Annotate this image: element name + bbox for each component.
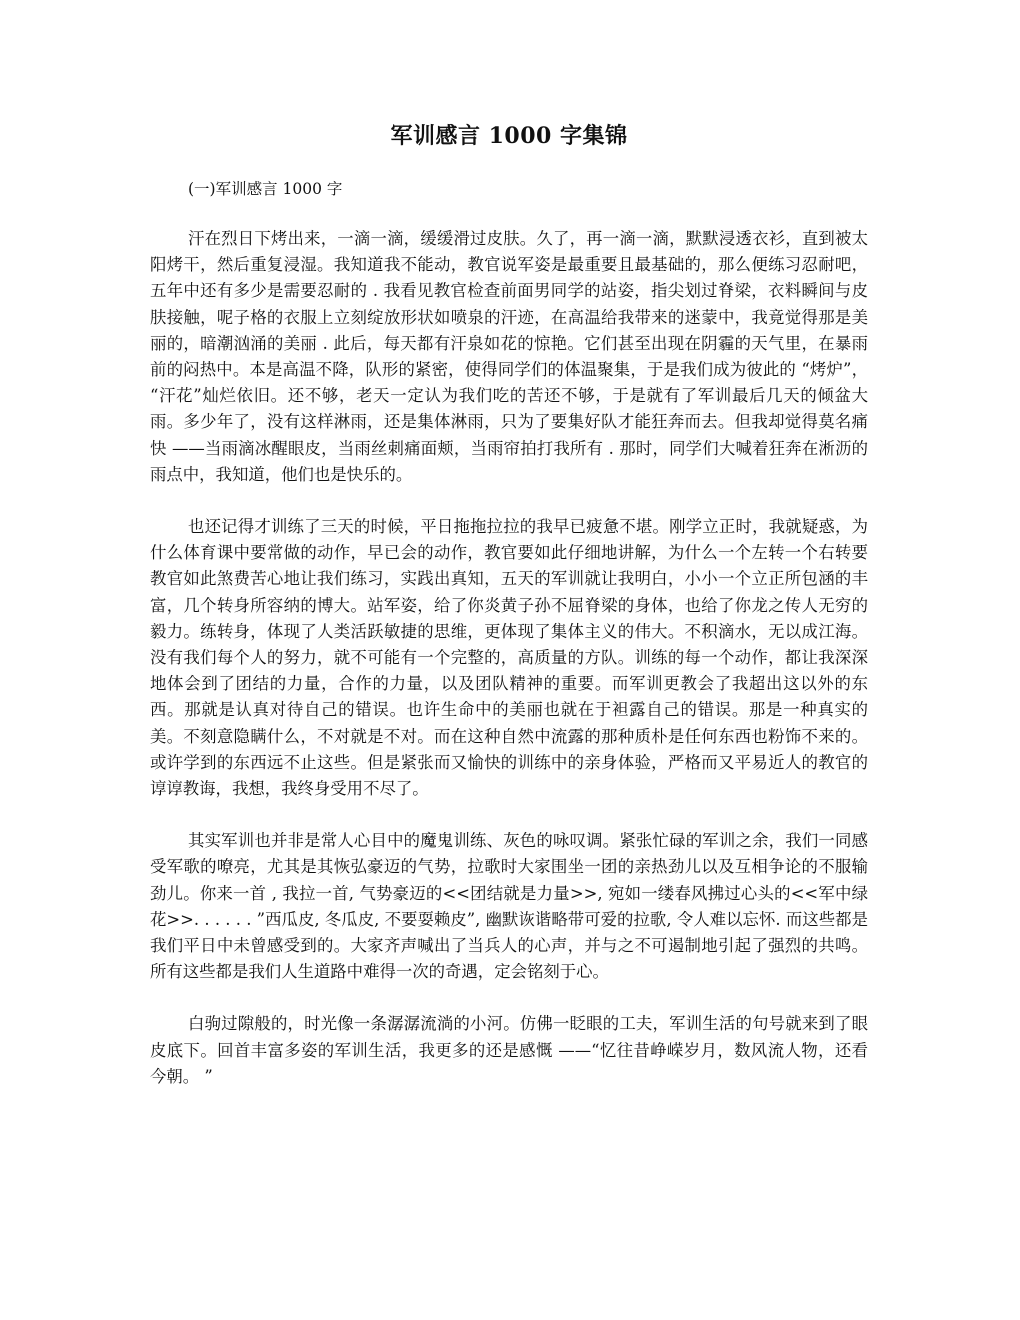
paragraph-2: 也还记得才训练了三天的时候，平日拖拖拉拉的我早已疲惫不堪。刚学立正时，我就疑惑，为什么体育课中要常做的动作，早已会的动作，教官要如此仔细地讲解，为什么一个左转一个右转要教官如此煞费苦心地让我们练习，实践出真知，五天的军训就让我明白，小小一个立正所包涵的丰富，几个转身所容纳的博大。站军姿，给了你炎黄子孙不屈脊梁的身体，也给了你龙之传人无穷的毅力。练转身，体现了人类活跃敏捷的思维，更体现了集体主义的伟大。不积滴水，无以成江海。没有我们每个人的努力，就不可能有一个完整的，高质量的方队。训练的每一个动作，都让我深深地体会到了团结的力量，合作的力量，以及团队精神的重要。而军训更教会了我超出这以外的东西。那就是认真对待自己的错误。也许生命中的美丽也就在于袒露自己的错误。那是一种真实的美。不刻意隐瞒什么，不对就是不对。而在这种自然中流露的那种质朴是任何东西也粉饰不来的。或许学到的东西远不止这些。但是紧张而又愉快的训练中的亲身体验，严格而又平易近人的教官的谆谆教诲，我想，我终身受用不尽了。 <box>150 517 868 799</box>
document-page <box>150 118 868 1116</box>
paragraph-3: 其实军训也并非是常人心目中的魔鬼训练、灰色的咏叹调。紧张忙碌的军训之余，我们一同感受军歌的嘹亮，尤其是其恢弘豪迈的气势，拉歌时大家围坐一团的亲热劲儿以及互相争论的不服输劲儿。你来一首 , 我拉一首, 气势豪迈的<<团结就是力量>>, 宛如一缕春风拂过心头的<<军中绿花>>. . . . . . ”西瓜皮, 冬瓜皮, 不要耍赖皮”, 幽默诙谐略带可爱的拉歌, 令人难以忘怀. 而这些都是我们平日中未曾感受到的。大家齐声喊出了当兵人的心声，并与之不可遏制地引起了强烈的共鸣。所有这些都是我们人生道路中难得一次的奇遇，定会铭刻于心。 <box>150 831 868 982</box>
section-heading: (一)军训感言 1000 字 <box>188 180 343 198</box>
document-title: 军训感言 1000 字集锦 <box>390 123 628 149</box>
paragraph-4: 白驹过隙般的，时光像一条潺潺流淌的小河。仿佛一眨眼的工夫，军训生活的句号就来到了眼皮底下。回首丰富多姿的军训生活，我更多的还是感慨 ——“忆往昔峥嵘岁月，数风流人物，还看今朝。 ” <box>150 1014 868 1086</box>
paragraph-1: 汗在烈日下烤出来，一滴一滴，缓缓滑过皮肤。久了，再一滴一滴，默默浸透衣衫，直到被太阳烤干，然后重复浸湿。我知道我不能动，教官说军姿是最重要且最基础的，那么便练习忍耐吧，五年中还有多少是需要忍耐的 . 我看见教官检查前面男同学的站姿，指尖划过脊梁，衣料瞬间与皮肤接触，呢子格的衣服上立刻绽放形状如喷泉的汗迹，在高温给我带来的迷蒙中，我竟觉得那是美丽的，暗潮汹涌的美丽 . 此后，每天都有汗泉如花的惊艳。它们甚至出现在阴霾的天气里，在暴雨前的闷热中。本是高温不降，队形的紧密，使得同学们的体温聚集，于是我们成为彼此的 “烤炉”， “汗花”灿烂依旧。还不够，老天一定认为我们吃的苦还不够，于是就有了军训最后几天的倾盆大雨。多少年了，没有这样淋雨，还是集体淋雨，只为了要集好队才能狂奔而去。但我却觉得莫名痛快 ——当雨滴冰醒眼皮，当雨丝刺痛面颊，当雨帘拍打我所有 . 那时，同学们大喊着狂奔在淅沥的雨点中，我知道，他们也是快乐的。 <box>150 229 868 484</box>
